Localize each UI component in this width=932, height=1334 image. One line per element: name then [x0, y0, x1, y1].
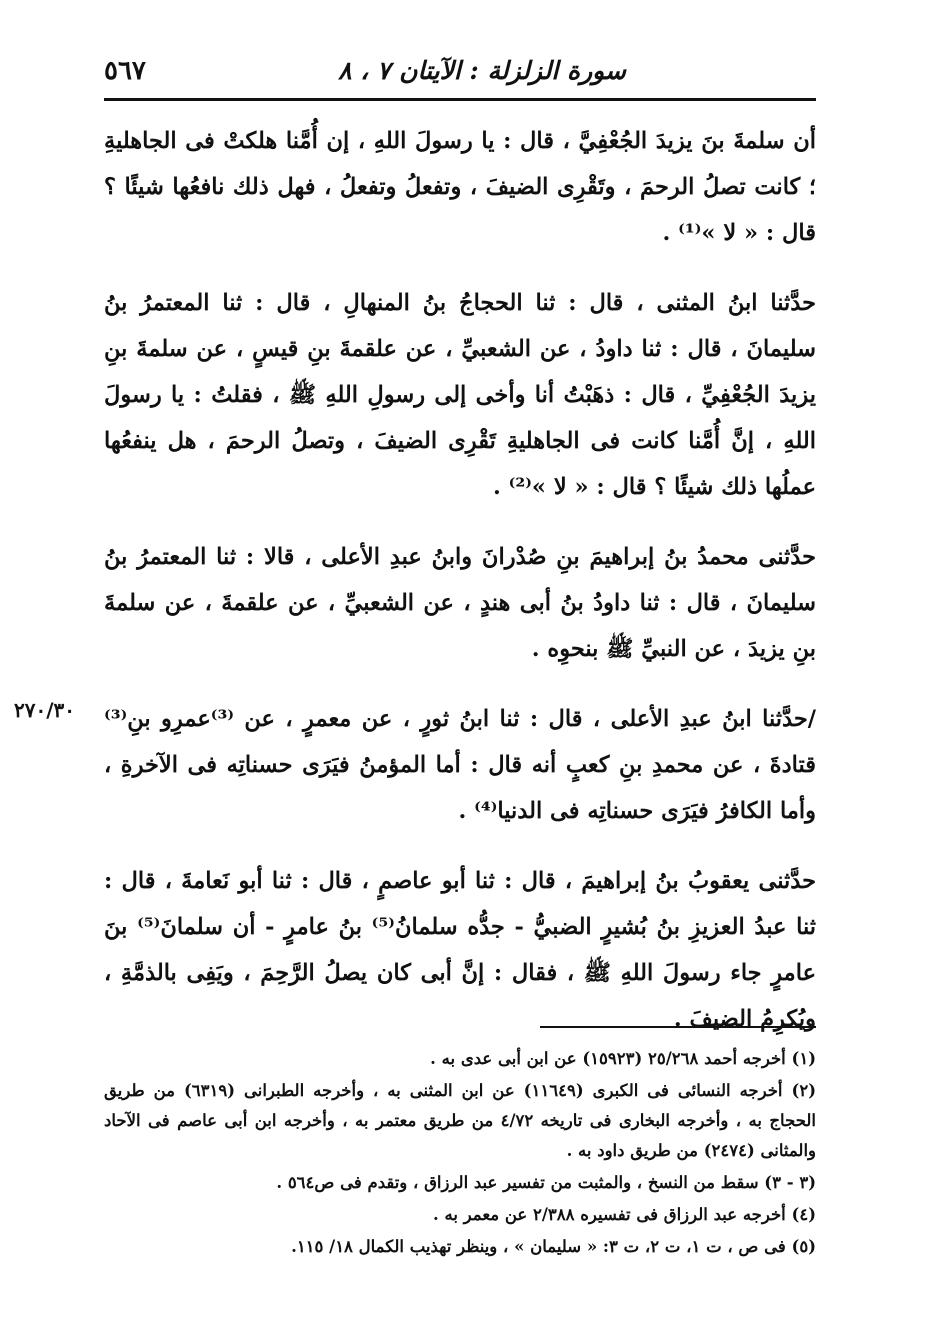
footnote-5: (٥) فى ص ، ت ١، ت ٢، ت ٣: « سليمان » ، وينظر تهذيب الكمال ١٨/ ١١٥.: [291, 1237, 816, 1256]
paragraph-1: أن سلمةَ بنَ يزيدَ الجُعْفِيَّ ، قال : يا رسولَ اللهِ ، إن أُمَّنا هلكتْ فى الجاهليةِ ؛ كانت تصلُ الرحمَ ، وتَقْرِى الضيفَ ، وتفعلُ وتفعلُ ، فهل ذلك نافعُها شيئًا ؟ قال : « لا »⁽¹⁾ .: [104, 128, 816, 246]
footnotes: [104, 1044, 816, 1262]
paragraph-4: /حدَّثنا ابنُ عبدِ الأعلى ، قال : ثنا ابنُ ثورٍ ، عن معمرٍ ، عن ⁽³⁾عمرِو بنِ⁽³⁾ قتادةَ ، عن محمدِ بنِ كعبٍ أنه قال : أما المؤمنُ فيَرَى حسناتِه فى الآخرةِ ، وأما الكافرُ فيَرَى حسناتِه فى الدنيا⁽⁴⁾ .: [104, 706, 816, 824]
footnote-3: (٣ - ٣) سقط من النسخ ، والمثبت من تفسير عبد الرزاق ، وتقدم فى ص٥٦٤ .: [276, 1173, 816, 1192]
paragraph-2: حدَّثنا ابنُ المثنى ، قال : ثنا الحجاجُ بنُ المنهالِ ، قال : ثنا المعتمرُ بنُ سليمانَ ، قال : ثنا داودُ ، عن الشعبيِّ ، عن علقمةَ بنِ قيسٍ ، عن سلمةَ بنِ يزيدَ الجُعْفِيِّ ، قال : ذهَبْتُ أنا وأخى إلى رسولِ اللهِ ﷺ ، فقلتُ : يا رسولَ اللهِ ، إنَّ أُمَّنا كانت فى الجاهليةِ تَقْرِى الضيفَ ، وتصلُ الرحمَ ، هل ينفعُها عملُها ذلك شيئًا ؟ قال : « لا »⁽²⁾ .: [104, 290, 816, 500]
header-rule: [104, 98, 816, 101]
footnote-1: (١) أخرجه أحمد ٢٥/٢٦٨ (١٥٩٢٣) عن ابن أبى عدى به .: [430, 1049, 816, 1068]
footnote-4: (٤) أخرجه عبد الرزاق فى تفسيره ٢/٣٨٨ عن معمر به .: [433, 1205, 816, 1224]
running-title: سورة الزلزلة : الآيتان ٧ ، ٨: [338, 56, 626, 85]
page-header: [104, 48, 816, 92]
footnote-2: (٢) أخرجه النسائى فى الكبرى (١١٦٤٩) عن ابن المثنى به ، وأخرجه الطبرانى (٦٣١٩) من طريق الحجاج به ، وأخرجه البخارى فى تاريخه ٤/٧٢ من طريق معتمر به ، وأخرجه ابن أبى عاصم فى الآحاد والمثانى (٢٤٧٤) من طريق داود به .: [104, 1081, 816, 1160]
main-text: [104, 118, 816, 1066]
paragraph-3: حدَّثنى محمدُ بنُ إبراهيمَ بنِ صُدْرانَ وابنُ عبدِ الأعلى ، قالا : ثنا المعتمرُ بنُ سليمانَ ، قال : ثنا داودُ بنُ أبى هندٍ ، عن الشعبيِّ ، عن علقمةَ ، عن سلمةَ بنِ يزيدَ ، عن النبيِّ ﷺ بنحوِه .: [104, 544, 816, 662]
margin-reference: ٢٧٠/٣٠: [14, 698, 76, 722]
paragraph-5: حدَّثنى يعقوبُ بنُ إبراهيمَ ، قال : ثنا أبو عاصمٍ ، قال : ثنا أبو نَعامةَ ، قال : ثنا عبدُ العزيزِ بنُ بُشيرٍ الضبيُّ - جدُّه سلمانُ⁽⁵⁾ بنُ عامرٍ - أن سلمانَ⁽⁵⁾ بنَ عامرٍ جاء رسولَ اللهِ ﷺ ، فقال : إنَّ أبى كان يصلُ الرَّحِمَ ، ويَفِى بالذمَّةِ ، ويُكرِمُ الضيفَ .: [104, 868, 816, 1032]
footnote-rule: [540, 1026, 816, 1028]
page-number: ٥٦٧: [104, 56, 146, 86]
